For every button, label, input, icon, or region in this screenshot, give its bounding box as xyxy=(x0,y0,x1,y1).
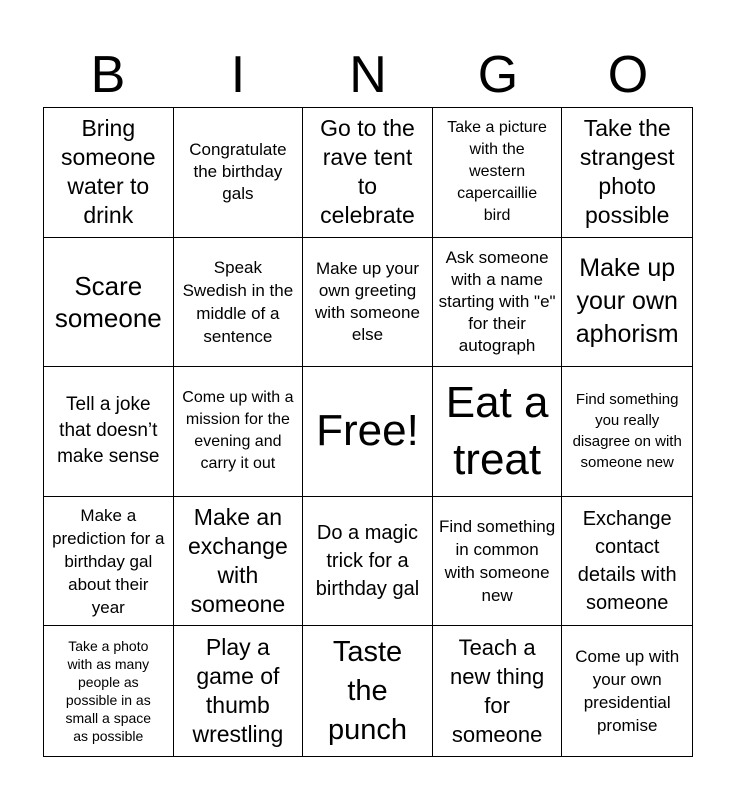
bingo-cell-r4c2[interactable] xyxy=(174,497,304,627)
bingo-cell-text: Come up with a mission for the evening and carry it out xyxy=(182,389,294,473)
bingo-cell-r2c3[interactable] xyxy=(303,238,433,368)
bingo-cell-r2c2[interactable] xyxy=(174,238,304,368)
bingo-cell-r2c5[interactable] xyxy=(562,238,692,368)
bingo-cell-text: Taste the punch xyxy=(327,635,407,746)
bingo-cell-r5c1[interactable] xyxy=(44,626,174,756)
bingo-cell-r3c3[interactable] xyxy=(303,367,433,497)
bingo-cell-text: Find something you really disagree on with someone new xyxy=(572,391,682,472)
bingo-header xyxy=(43,42,693,108)
bingo-cell-text: Play a game of thumb wrestling xyxy=(192,634,284,748)
bingo-cell-text: Tell a joke that doesn’t make sense xyxy=(57,394,160,468)
bingo-cell-r3c1[interactable] xyxy=(44,367,174,497)
bingo-cell-text: Make up your own aphorism xyxy=(575,254,679,349)
bingo-cell-r1c1[interactable] xyxy=(44,108,174,238)
bingo-cell-text: Congratulate the birthday gals xyxy=(189,140,287,204)
bingo-board xyxy=(43,107,693,757)
header-letter-n: N xyxy=(349,46,387,104)
bingo-cell-text: Eat a treat xyxy=(445,378,549,485)
bingo-cell-text: Speak Swedish in the middle of a sentence xyxy=(182,257,294,346)
bingo-cell-r3c5[interactable] xyxy=(562,367,692,497)
bingo-cell-text: Make a prediction for a birthday gal about their year xyxy=(52,505,165,617)
bingo-cell-text: Scare someone xyxy=(54,270,162,333)
bingo-cell-text: Go to the rave tent to celebrate xyxy=(320,115,415,229)
bingo-cell-text: Come up with your own presidential promise xyxy=(575,647,680,736)
header-letter-o: O xyxy=(607,46,649,104)
bingo-cell-r5c4[interactable] xyxy=(433,626,563,756)
bingo-cell-r2c4[interactable] xyxy=(433,238,563,368)
header-letter-g: G xyxy=(477,46,519,104)
header-letter-b: B xyxy=(90,46,126,104)
bingo-cell-text: Teach a new thing for someone xyxy=(450,635,545,748)
bingo-cell-text: Make an exchange with someone xyxy=(188,504,288,618)
bingo-cell-r1c3[interactable] xyxy=(303,108,433,238)
bingo-cell-r4c5[interactable] xyxy=(562,497,692,627)
bingo-cell-r4c4[interactable] xyxy=(433,497,563,627)
bingo-cell-text: Ask someone with a name starting with "e" for their autograph xyxy=(438,247,556,355)
bingo-cell-text: Exchange contact details with someone xyxy=(577,508,677,615)
bingo-cell-r4c1[interactable] xyxy=(44,497,174,627)
bingo-cell-r2c1[interactable] xyxy=(44,238,174,368)
bingo-cell-text: Do a magic trick for a birthday gal xyxy=(315,522,420,601)
bingo-cell-text: Take a picture with the western capercaillie bird xyxy=(447,119,547,225)
bingo-cell-r5c5[interactable] xyxy=(562,626,692,756)
header-letter-i: I xyxy=(230,46,246,104)
bingo-cell-r3c2[interactable] xyxy=(174,367,304,497)
bingo-cell-text: Find something in common with someone new xyxy=(438,517,556,606)
bingo-cell-r1c2[interactable] xyxy=(174,108,304,238)
bingo-cell-r3c4[interactable] xyxy=(433,367,563,497)
bingo-cell-r1c5[interactable] xyxy=(562,108,692,238)
bingo-cell-text: Free! xyxy=(316,406,419,456)
bingo-cell-text: Bring someone water to drink xyxy=(60,115,156,229)
bingo-cell-text: Take the strangest photo possible xyxy=(579,115,675,229)
bingo-cell-text: Take a photo with as many people as possible in as small a space as possible xyxy=(65,638,152,745)
bingo-cell-r1c4[interactable] xyxy=(433,108,563,238)
bingo-cell-r4c3[interactable] xyxy=(303,497,433,627)
bingo-cell-r5c3[interactable] xyxy=(303,626,433,756)
bingo-cell-text: Make up your own greeting with someone else xyxy=(315,258,420,344)
bingo-cell-r5c2[interactable] xyxy=(174,626,304,756)
